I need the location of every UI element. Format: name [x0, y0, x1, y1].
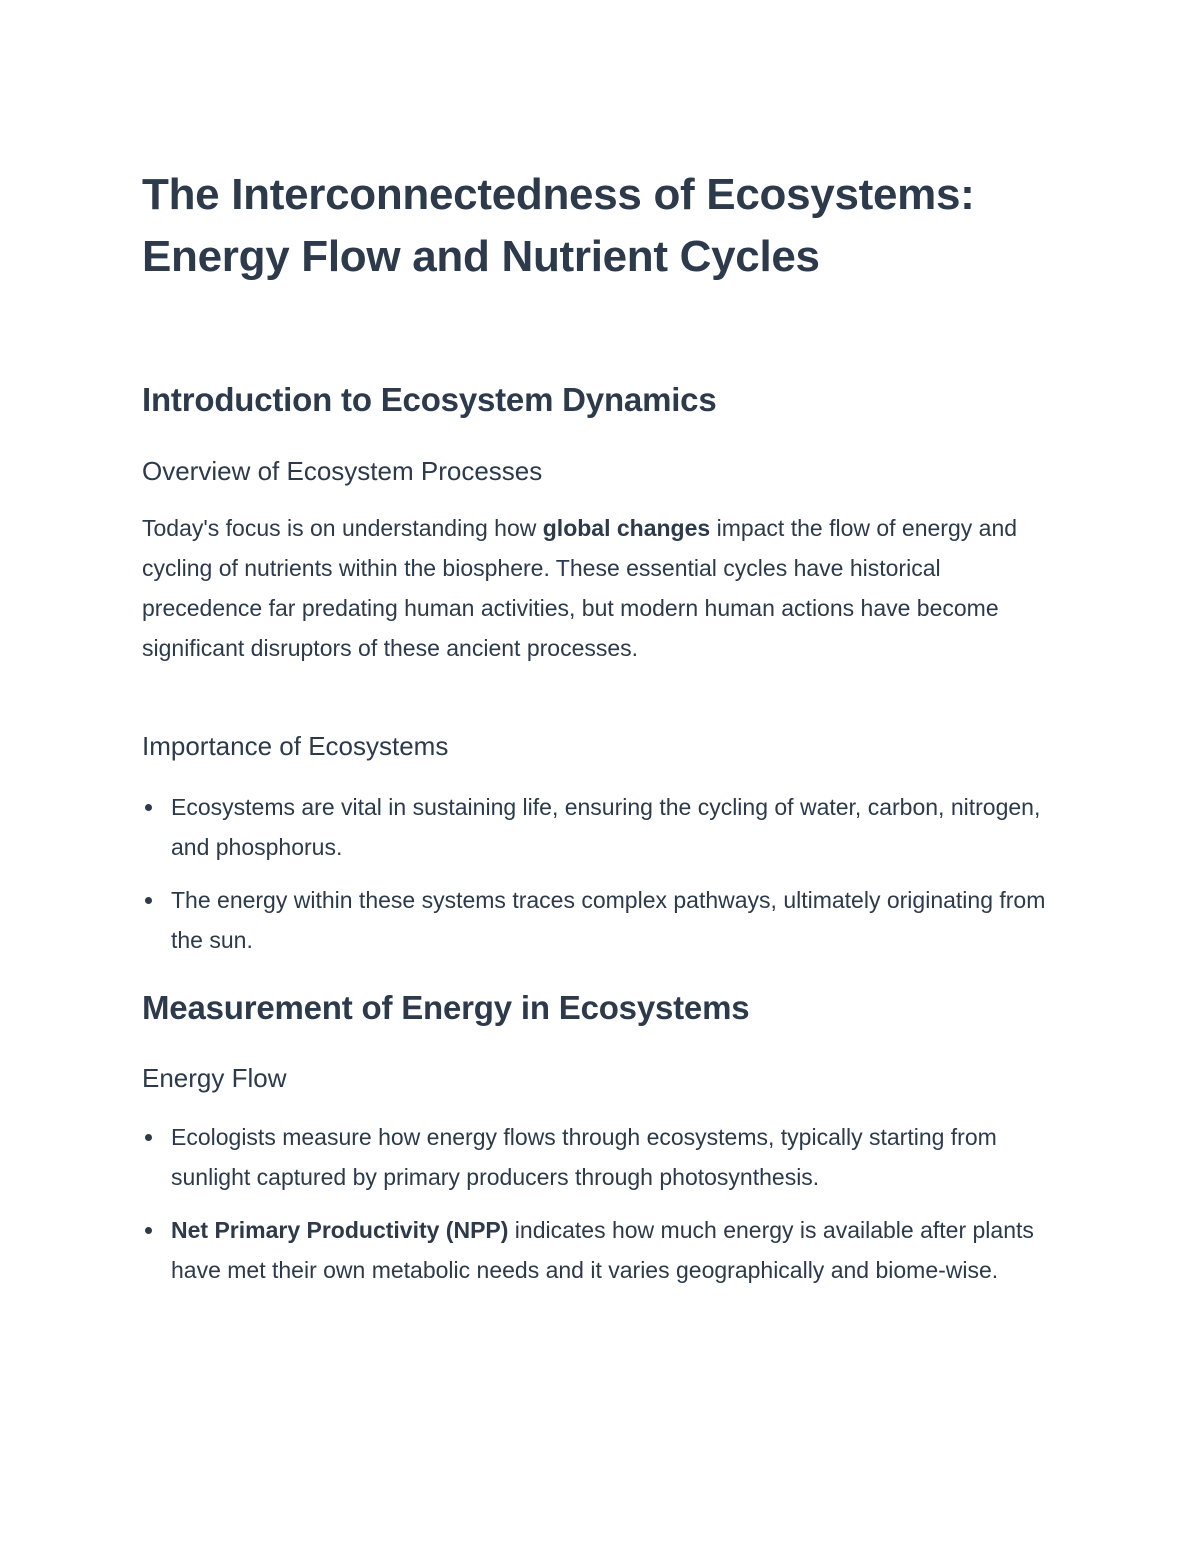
- list-item-bold-term: Net Primary Productivity (NPP): [171, 1217, 509, 1243]
- list-item-text: Ecologists measure how energy flows through ecosystems, typically starting from sunlight captured by primary producers through photosynthesis.: [171, 1124, 997, 1190]
- list-item-text: The energy within these systems traces complex pathways, ultimately originating from the sun.: [171, 887, 1046, 953]
- list-item-text: Ecosystems are vital in sustaining life, ensuring the cycling of water, carbon, nitrogen, and phosphorus.: [171, 794, 1041, 860]
- list-item-text: indicates how much energy is available after plants have met their own metabolic needs and it varies geographically and biome-wise.: [171, 1217, 1034, 1283]
- list-item: [142, 1117, 1062, 1197]
- bullet-icon: [145, 1227, 152, 1234]
- overview-paragraph: [142, 508, 1057, 668]
- overview-paragraph-text-start: Today's focus is on understanding how: [142, 515, 543, 541]
- subsection-heading-overview: Overview of Ecosystem Processes: [142, 456, 543, 486]
- overview-paragraph-text-end: impact the flow of energy and cycling of nutrients within the biosphere. These essential cycles have historical precedence far predating human activities, but modern human actions have become significant disruptors of these ancient processes.: [142, 515, 1018, 661]
- section-heading-introduction: Introduction to Ecosystem Dynamics: [142, 381, 717, 418]
- overview-paragraph-bold-term: global changes: [542, 515, 711, 541]
- section-heading-measurement: Measurement of Energy in Ecosystems: [142, 989, 750, 1026]
- list-item: [142, 1210, 1062, 1290]
- bullet-icon: [145, 897, 152, 904]
- subsection-heading-importance: Importance of Ecosystems: [142, 731, 449, 761]
- list-item: [142, 880, 1062, 960]
- bullet-icon: [145, 1134, 152, 1141]
- importance-bullet-list: [142, 787, 1062, 973]
- document-title: The Interconnectedness of Ecosystems: Energy Flow and Nutrient Cycles: [142, 170, 975, 281]
- subsection-heading-energy-flow: Energy Flow: [142, 1063, 287, 1093]
- bullet-icon: [145, 804, 152, 811]
- energy-flow-bullet-list: [142, 1117, 1062, 1303]
- list-item: [142, 787, 1062, 867]
